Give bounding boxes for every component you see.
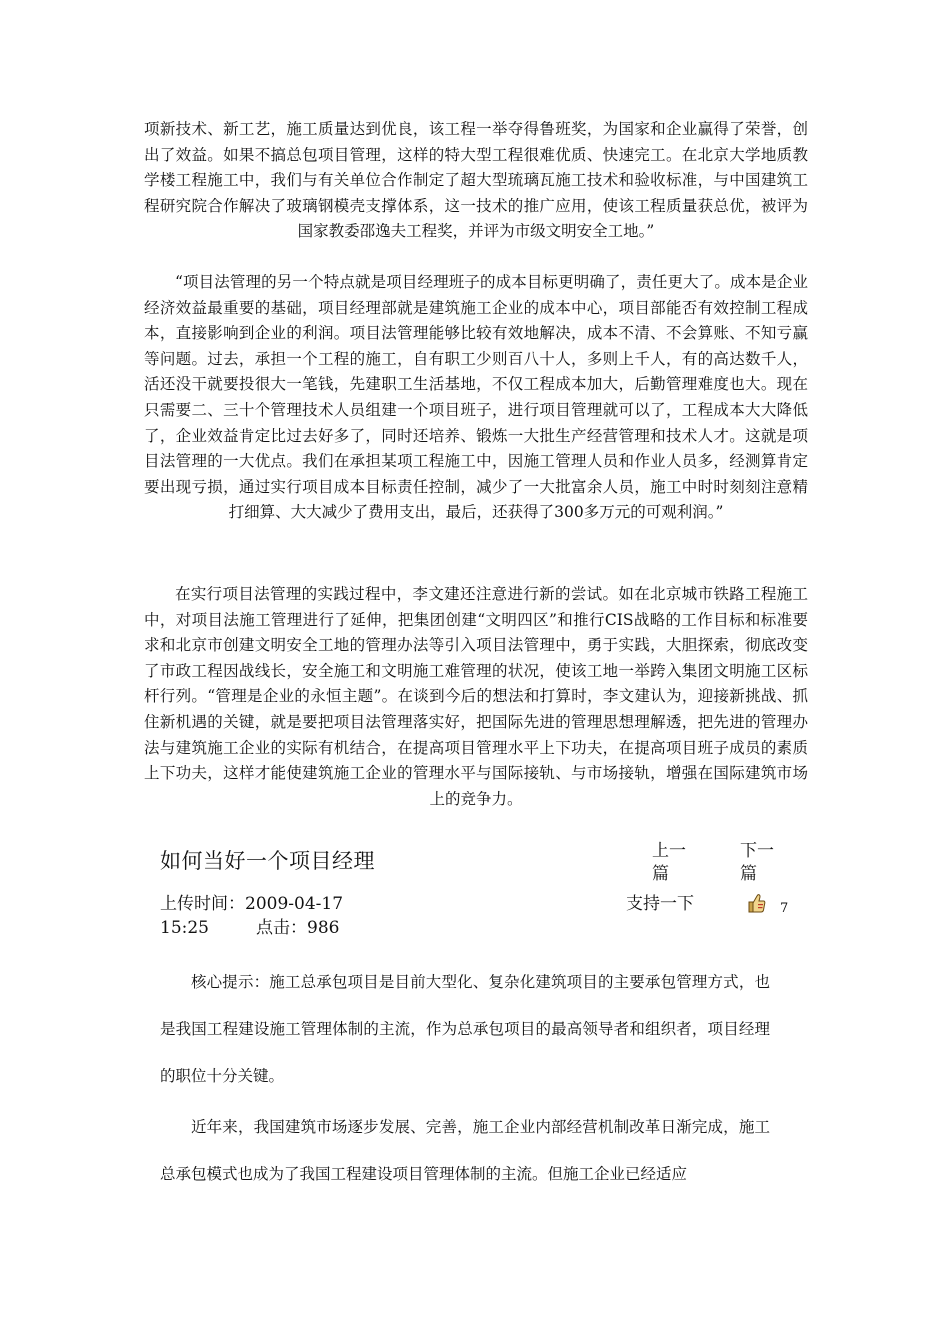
upload-time: 15:25 <box>160 918 209 938</box>
upload-date: 上传时间：2009-04-17 <box>160 894 344 914</box>
article-title: 如何当好一个项目经理 <box>160 849 375 873</box>
paragraph-2 <box>144 270 808 526</box>
thumbs-up-icon[interactable] <box>748 893 766 913</box>
next-article-link[interactable]: 下一篇 <box>740 841 774 884</box>
paragraph-4-text: 近年来，我国建筑市场逐步发展、完善，施工企业内部经营机制改革日渐完成，施工总承包模式也成为了我国工程建设项目管理体制的主流。但施工企业已经适应 <box>160 1118 770 1183</box>
support-label: 支持一下 <box>626 894 694 914</box>
support-count: 7 <box>780 901 789 916</box>
core-hint-paragraph <box>160 959 770 1100</box>
hit-count: 点击：986 <box>256 918 340 938</box>
paragraph-1 <box>144 117 808 245</box>
paragraph-2-text: “项目法管理的另一个特点就是项目经理班子的成本目标更明确了，责任更大了。成本是企业经济效益最重要的基础，项目经理部就是建筑施工企业的成本中心，项目部能否有效控制工程成本，直接影响到企业的利润。项目法管理能够比较有效地解决，成本不清、不会算账、不知亏赢等问题。过去，承担一个工程的施工，自有职工少则百八十人，多则上千人，有的高达数千人，活还没干就要投很大一笔钱，先建职工生活基地，不仅工程成本加大，后勤管理难度也大。现在只需要二、三十个管理技术人员组建一个项目班子，进行项目管理就可以了，工程成本大大降低了，企业效益肯定比过去好多了，同时还培养、锻炼一大批生产经营管理和技术人才。这就是项目法管理的一大优点。我们在承担某项工程施工中，因施工管理人员和作业人员多，经测算肯定要出现亏损，通过实行项目成本目标责任控制，减少了一大批富余人员，施工中时时刻刻注意精打细算、大大减少了费用支出，最后，还获得了300多万元的可观利润。” <box>144 273 808 522</box>
paragraph-4 <box>160 1104 770 1198</box>
core-hint-text: 核心提示：施工总承包项目是目前大型化、复杂化建筑项目的主要承包管理方式，也是我国工程建设施工管理体制的主流，作为总承包项目的最高领导者和组织者，项目经理的职位十分关键。 <box>160 973 770 1085</box>
previous-article-link[interactable]: 上一篇 <box>652 841 686 884</box>
paragraph-1-text: 项新技术、新工艺，施工质量达到优良，该工程一举夺得鲁班奖，为国家和企业赢得了荣誉，创出了效益。如果不搞总包项目管理，这样的特大型工程很难优质、快速完工。在北京大学地质教学楼工程施工中，我们与有关单位合作制定了超大型琉璃瓦施工技术和验收标准，与中国建筑工程研究院合作解决了玻璃钢模壳支撑体系，这一技术的推广应用，使该工程质量获总优，被评为国家教委邵逸夫工程奖，并评为市级文明安全工地。” <box>144 120 808 241</box>
paragraph-3-text: 在实行项目法管理的实践过程中，李文建还注意进行新的尝试。如在北京城市铁路工程施工中，对项目法施工管理进行了延伸，把集团创建“文明四区”和推行CIS战略的工作目标和标准要求和北京市创建文明安全工地的管理办法等引入项目法管理中，勇于实践，大胆探索，彻底改变了市政工程因战线长，安全施工和文明施工难管理的状况，使该工地一举跨入集团文明施工区标杆行列。“管理是企业的永恒主题”。在谈到今后的想法和打算时，李文建认为，迎接新挑战、抓住新机遇的关键，就是要把项目法管理落实好，把国际先进的管理思想理解透，把先进的管理办法与建筑施工企业的实际有机结合，在提高项目管理水平上下功夫，在提高项目班子成员的素质上下功夫，这样才能使建筑施工企业的管理水平与国际接轨、与市场接轨，增强在国际建筑市场上的竞争力。 <box>144 585 808 808</box>
paragraph-3 <box>144 582 808 812</box>
